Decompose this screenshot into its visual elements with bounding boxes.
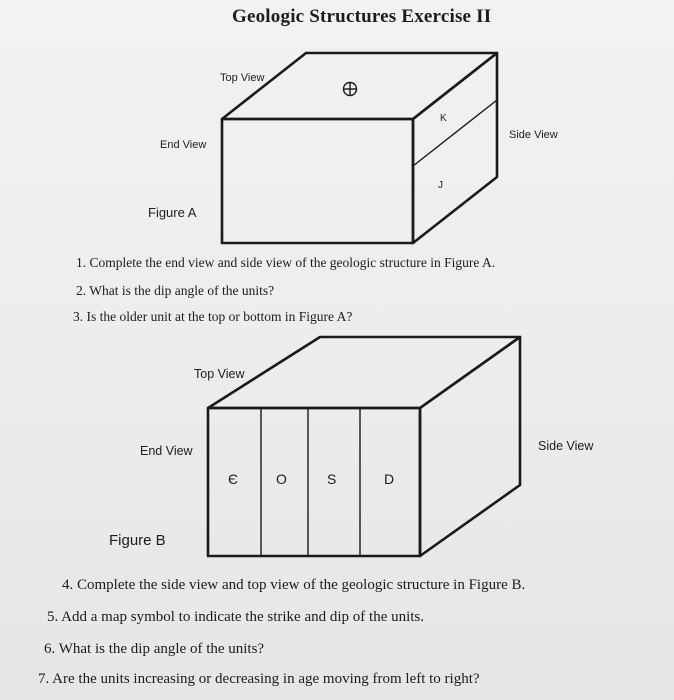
figure-b-side-face <box>420 337 520 556</box>
marker-k: K <box>440 113 447 124</box>
question-3: 3. Is the older unit at the top or bottom in Figure A? <box>73 309 353 324</box>
unit-label-ordovician: O <box>276 471 287 487</box>
figure-a-side-view-label: Side View <box>509 129 558 141</box>
figure-b-label: Figure B <box>109 532 166 549</box>
question-1: 1. Complete the end view and side view of the geologic structure in Figure A. <box>76 255 496 270</box>
question-5: 5. Add a map symbol to indicate the strike and dip of the units. <box>47 609 425 625</box>
marker-j: J <box>438 180 443 191</box>
figure-a-label: Figure A <box>148 205 197 220</box>
unit-label-devonian: D <box>384 471 395 487</box>
unit-label-cambrian: Є <box>228 471 239 487</box>
figure-b-end-view-label: End View <box>140 444 193 458</box>
question-6: 6. What is the dip angle of the units? <box>44 641 265 657</box>
unit-label-silurian: S <box>327 471 337 487</box>
figure-b-top-view-label: Top View <box>194 367 245 381</box>
figure-b-top-face <box>208 337 520 408</box>
page-title: Geologic Structures Exercise II <box>232 6 492 27</box>
question-4: 4. Complete the side view and top view of the geologic structure in Figure B. <box>62 577 526 593</box>
question-7: 7. Are the units increasing or decreasing in age moving from left to right? <box>38 671 480 687</box>
figure-a-end-view-label: End View <box>160 139 207 151</box>
question-2: 2. What is the dip angle of the units? <box>76 283 275 298</box>
figure-b-side-view-label: Side View <box>538 439 594 453</box>
figure-a-top-view-label: Top View <box>220 72 265 84</box>
